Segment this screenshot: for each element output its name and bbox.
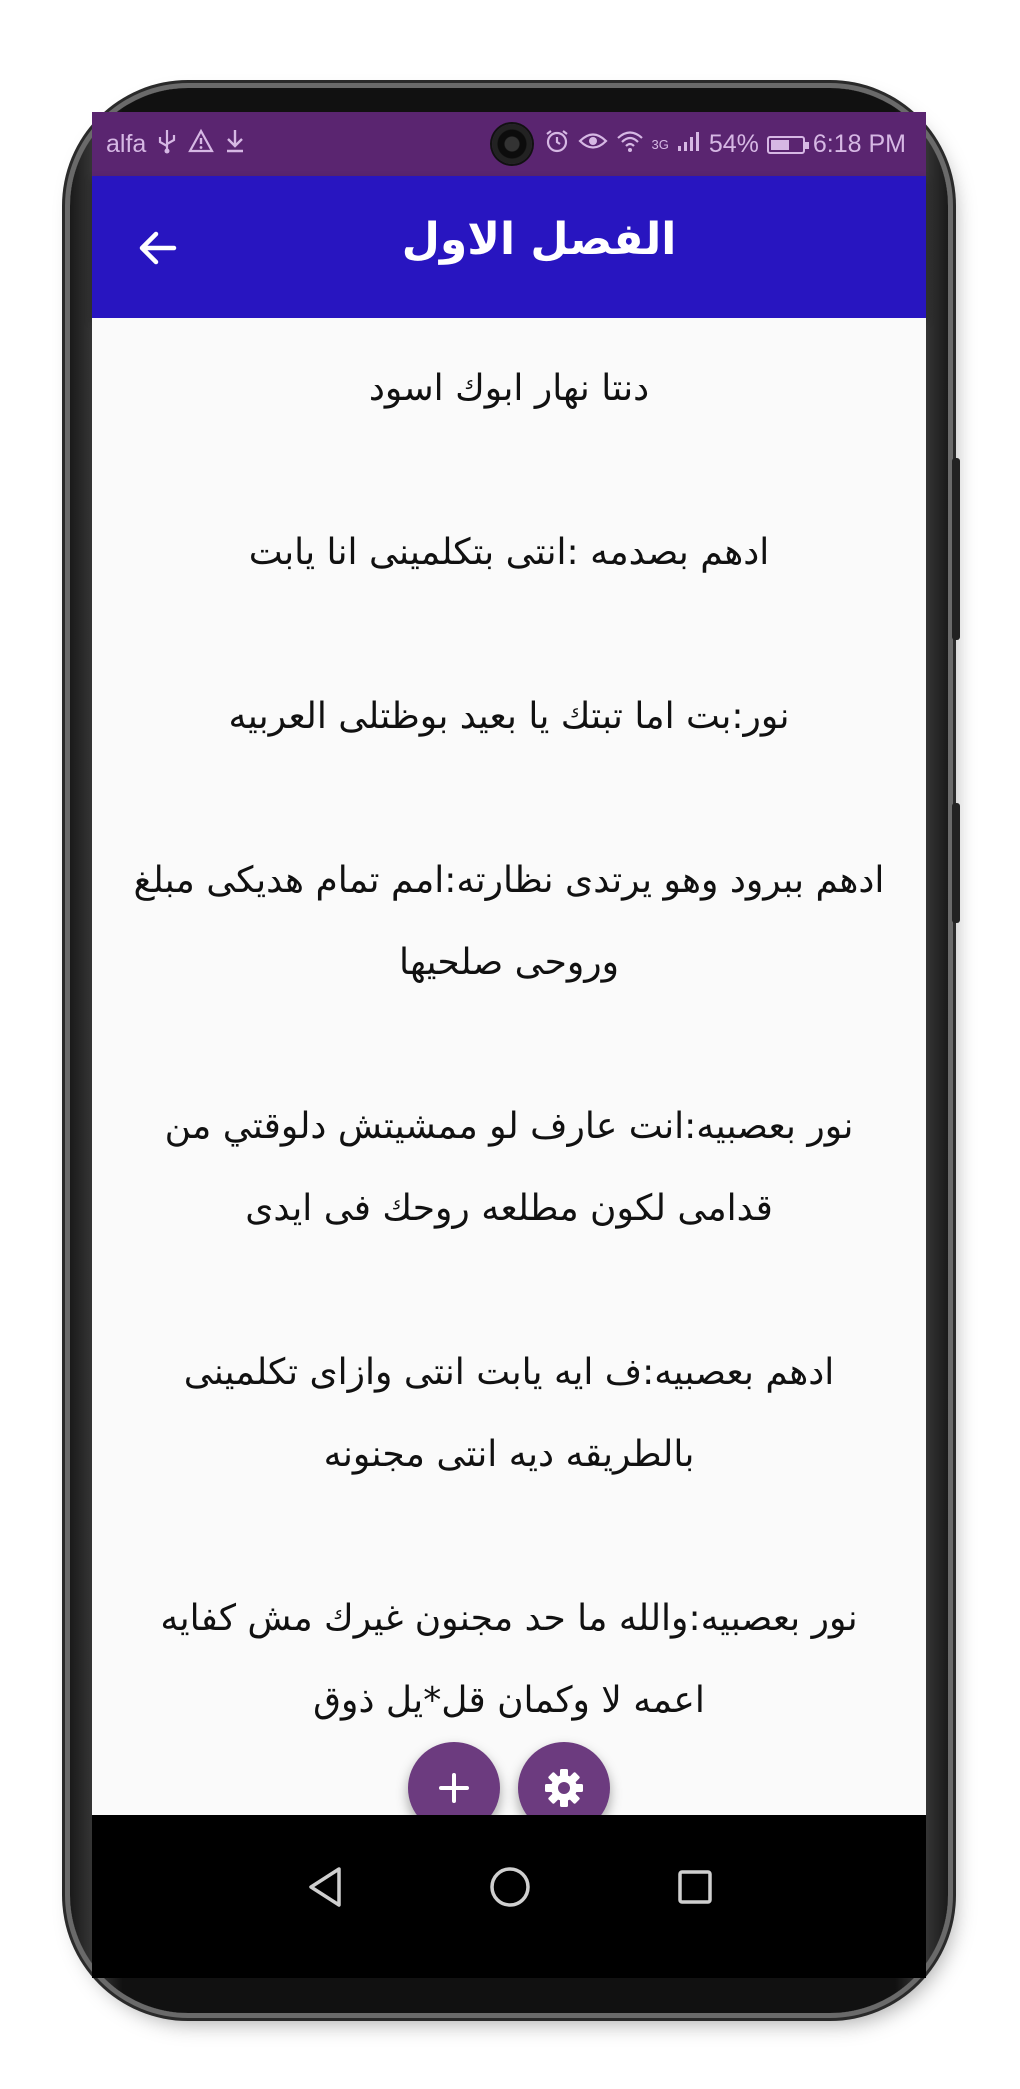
story-paragraph: ادهم بصدمه :انتى بتكلمينى انا يابت [248,532,770,573]
story-paragraph: ادهم بعصبيه:ف ايه يابت انتى وازاى تكلمينى بالطريقه ديه انتى مجنونه [183,1352,835,1475]
alarm-icon [544,128,570,161]
status-bar [92,112,926,176]
signal-icon [677,130,701,159]
paragraph-list [92,318,926,1906]
plus-icon [434,1768,474,1808]
nav-home-button[interactable] [480,1857,540,1917]
volume-button [952,458,960,640]
network-type-label: 3G [651,137,669,152]
status-left [106,128,246,161]
clock: 6:18 PM [812,130,906,158]
navigation-bar [92,1815,926,1978]
triangle-back-icon [305,1865,345,1909]
status-right [544,128,907,161]
story-paragraph: نور بعصبيه:والله ما حد مجنون غيرك مش كفايه اعمه لا وكمان قل*يل ذوق [160,1598,858,1721]
carrier-label: alfa [106,130,147,158]
power-button [952,803,960,923]
eye-icon [578,130,608,159]
story-paragraph: نور بعصبيه:انت عارف لو ممشيتش دلوقتي من قدامى لكون مطلعه روحك فى ايدى [164,1106,854,1229]
page-title: الفصل الاول [401,214,677,265]
story-paragraph: ادهم ببرود وهو يرتدى نظارته:امم تمام هديكى مبلغ وروحى صلحيها [133,860,885,983]
warning-icon [188,129,214,160]
battery-icon [767,136,805,154]
screen [92,112,926,1978]
story-content[interactable] [92,318,926,1815]
front-camera [492,124,532,164]
battery-level-fill [771,140,789,150]
nav-back-button[interactable] [295,1857,355,1917]
app-bar [92,176,926,318]
story-paragraph: نور:بت اما تبتك يا بعيد بوظتلى العربيه [228,696,790,737]
circle-home-icon [487,1864,533,1910]
square-recents-icon [675,1867,715,1907]
gear-icon [541,1765,587,1811]
nav-recents-button[interactable] [665,1857,725,1917]
phone-frame [70,88,948,2013]
story-paragraph: دنتا نهار ابوك اسود [368,368,650,409]
battery-percent: 54% [708,130,759,158]
download-icon [224,128,246,161]
usb-icon [156,128,178,161]
wifi-icon [616,129,644,160]
